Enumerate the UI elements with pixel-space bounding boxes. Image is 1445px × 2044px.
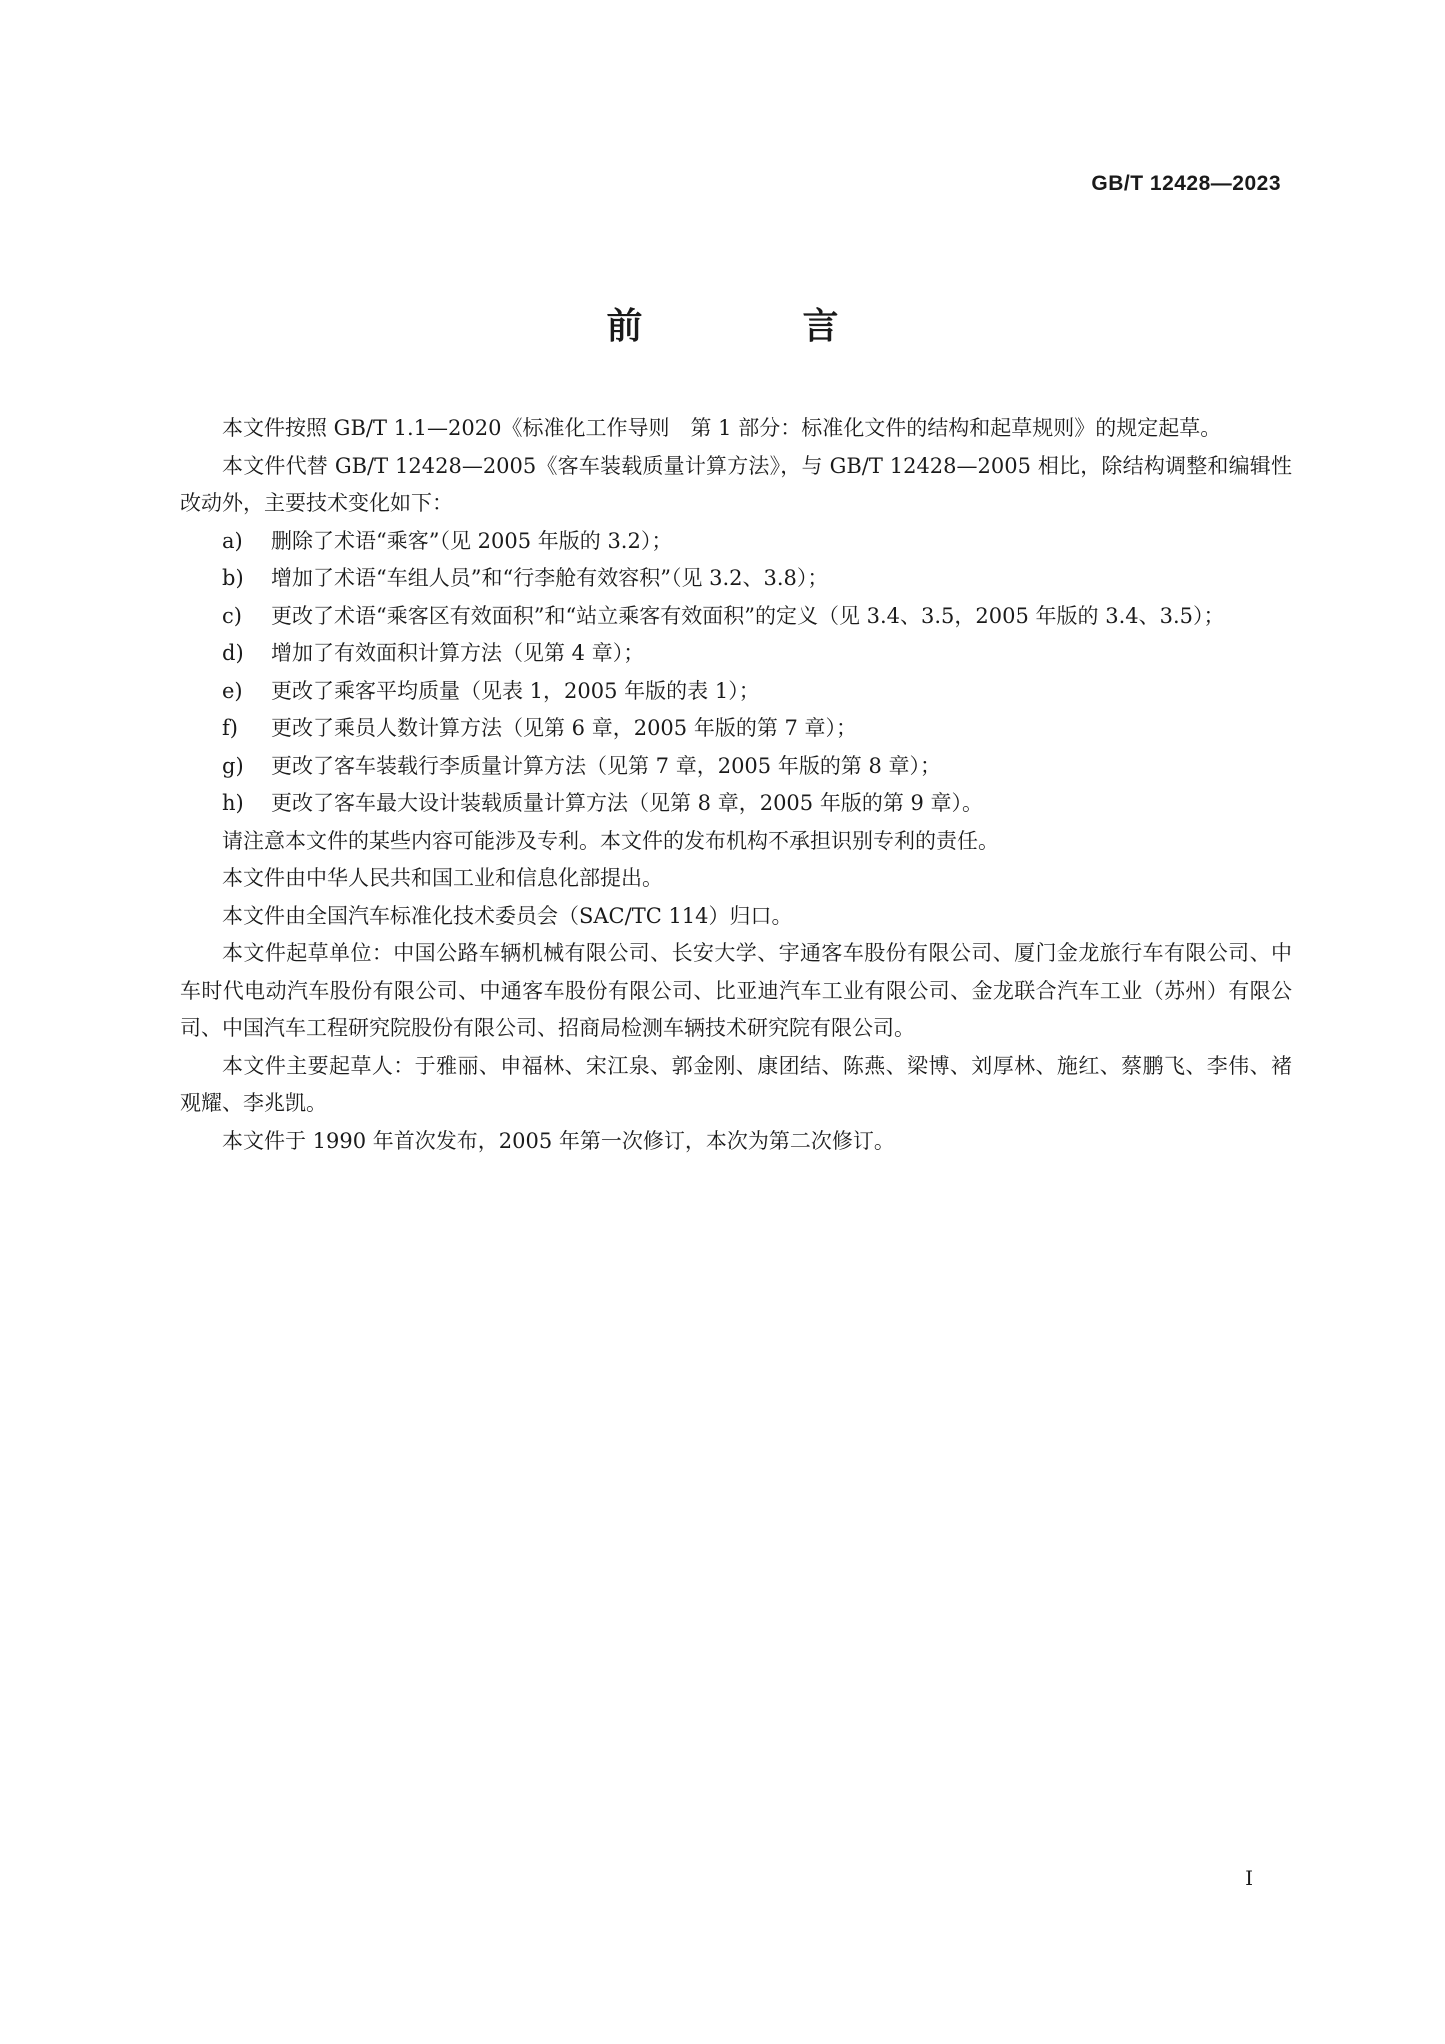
list-marker: f) [222,716,238,740]
document-code: GB/T 12428—2023 [1091,172,1281,195]
list-item [180,785,1292,823]
paragraph-drafting-units: 本文件起草单位：中国公路车辆机械有限公司、长安大学、宇通客车股份有限公司、厦门金龙旅行车有限公司、中车时代电动汽车股份有限公司、中通客车股份有限公司、比亚迪汽车工业有限公司、金龙联合汽车工业（苏州）有限公司、中国汽车工程研究院股份有限公司、招商局检测车辆技术研究院有限公司。 [180,941,1292,1040]
paragraph-replacement: 本文件代替 GB/T 12428—2005《客车装载质量计算方法》，与 GB/T 12428—2005 相比，除结构调整和编辑性改动外，主要技术变化如下： [180,453,1292,515]
list-item-text: 更改了乘员人数计算方法（见第 6 章，2005 年版的第 7 章）； [271,716,858,740]
list-item-text: 更改了客车装载行李质量计算方法（见第 7 章，2005 年版的第 8 章）； [271,753,942,778]
list-item [180,523,1292,561]
paragraph-patent-notice: 请注意本文件的某些内容可能涉及专利。本文件的发布机构不承担识别专利的责任。 [222,828,999,853]
changes-list [180,523,1292,823]
list-marker: d) [222,641,244,665]
list-marker: b) [222,566,244,590]
list-item [180,598,1292,636]
list-marker: g) [222,753,244,778]
list-marker: e) [222,678,243,703]
paragraph-history: 本文件于 1990 年首次发布，2005 年第一次修订，本次为第二次修订。 [222,1128,895,1153]
list-item-text: 增加了有效面积计算方法（见第 4 章）； [271,641,645,665]
list-item-text: 更改了客车最大设计装载质量计算方法（见第 8 章，2005 年版的第 9 章）。 [271,791,984,815]
list-item [180,635,1292,673]
paragraph-proposer: 本文件由中华人民共和国工业和信息化部提出。 [222,866,663,890]
paragraph-administrator: 本文件由全国汽车标准化技术委员会（SAC/TC 114）归口。 [222,903,793,928]
list-item-text: 删除了术语“乘客”（见 2005 年版的 3.2）； [271,528,673,553]
list-item [180,748,1292,786]
paragraph-drafting-rules: 本文件按照 GB/T 1.1—2020《标准化工作导则 第 1 部分：标准化文件的结构和起草规则》的规定起草。 [222,416,1222,440]
list-item [180,710,1292,748]
list-item [180,673,1292,711]
list-marker: a) [222,528,243,553]
paragraph-drafters: 本文件主要起草人：于雅丽、申福林、宋江泉、郭金刚、康团结、陈燕、梁博、刘厚林、施红、蔡鹏飞、李伟、褚观耀、李兆凯。 [180,1053,1292,1115]
list-item [180,560,1292,598]
foreword-body [180,410,1292,1160]
list-item-text: 增加了术语“车组人员”和“行李舱有效容积”（见 3.2、3.8）； [271,566,829,590]
page-title: 前 言 [606,306,901,347]
list-item-text: 更改了乘客平均质量（见表 1，2005 年版的表 1）； [271,678,760,703]
list-marker: c) [222,603,242,628]
list-marker: h) [222,791,244,815]
page-number: I [1245,1866,1253,1890]
list-item-text: 更改了术语“乘客区有效面积”和“站立乘客有效面积”的定义（见 3.4、3.5，2005 年版的 3.4、3.5）； [271,603,1225,628]
